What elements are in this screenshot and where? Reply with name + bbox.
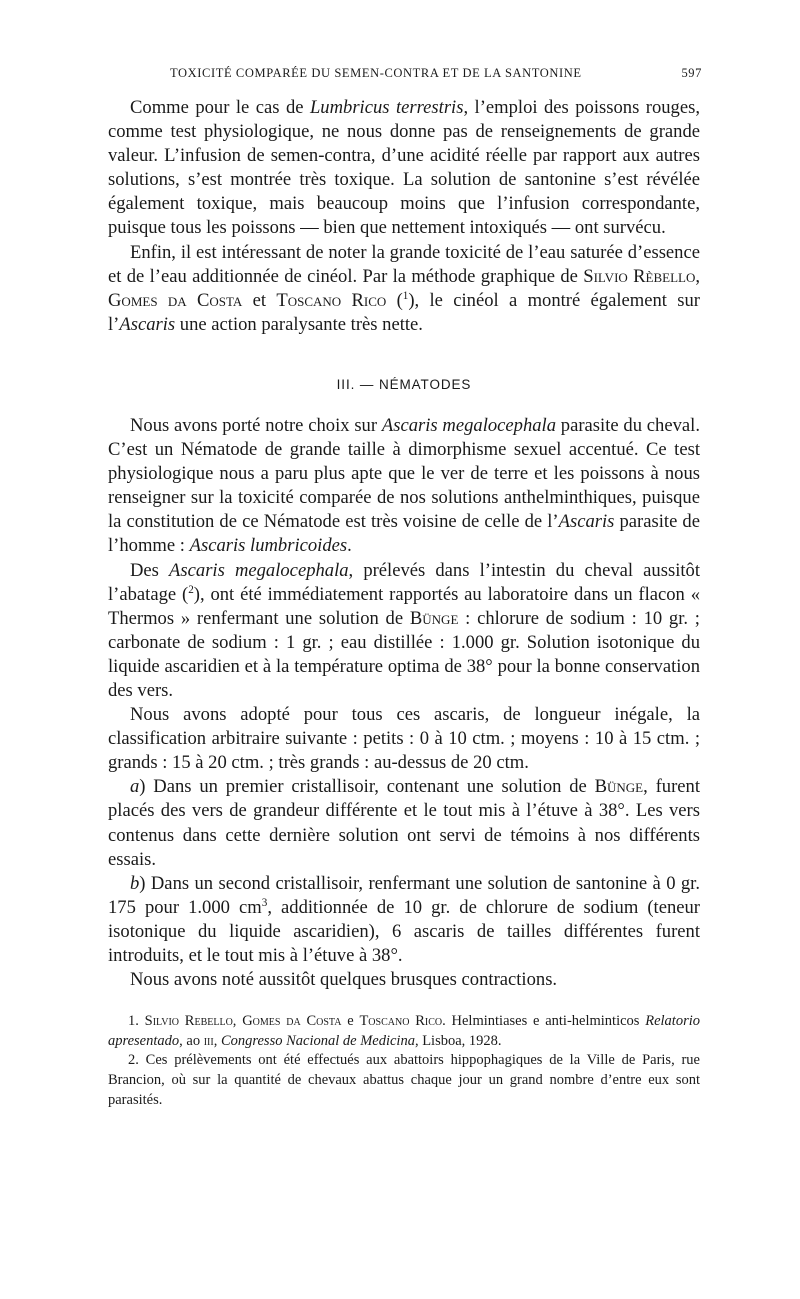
running-title: TOXICITÉ COMPARÉE DU SEMEN-CONTRA ET DE LA SANTONINE bbox=[170, 66, 582, 80]
footnote-2: 2. Ces prélèvements ont été effectués aux abattoirs hippophagiques de la Ville de Paris, rue Brancion, où sur la quantité de chevaux abattus chaque jour un grand nombre d’entre eux sont parasités. bbox=[108, 1052, 700, 1108]
paragraph-7: b) Dans un second cristallisoir, renfermant une solution de santonine à 0 gr. 175 pour 1.000 $cm^3$, additionnée de 10 gr. de chlorure de sodium (teneur isotonique du liquide ascaridien), 6 ascaris de tailles différentes furent introduits, et le tout mis à l’étuve à 38°. bbox=[108, 872, 700, 966]
paragraph-8: Nous avons noté aussitôt quelques brusques contractions. bbox=[130, 969, 558, 991]
footnotes bbox=[108, 1012, 700, 1110]
page-number: 597 bbox=[681, 66, 702, 80]
paragraph-5: Nous avons adopté pour tous ces ascaris, de longueur inégale, la classification arbitraire suivante : petits : 0 à 10 ctm. ; moyens : 10 à 15 ctm. ; grands : 15 à 20 ctm. ; très grands : au-dessus de 20 ctm. bbox=[108, 704, 700, 774]
footnote-ref-1: 1 bbox=[402, 289, 409, 302]
paragraph-1: Comme pour le cas de Lumbricus terrestris, l’emploi des poissons rouges, comme test physiologique, ne nous donne pas de renseignements de grande valeur. L’infusion de semen-contra, d’une acidité réelle par rapport aux autres solutions, s’est montrée très toxique. La solution de santonine s’est révélée également toxique, mais beaucoup moins que l’infusion correspondante, puisque tous les poissons — bien que nettement intoxiqués — ont survécu. bbox=[108, 97, 700, 239]
section-heading: III. — NÉMATODES bbox=[336, 376, 472, 392]
page bbox=[108, 60, 700, 1110]
paragraph-6: a) Dans un premier cristallisoir, contenant une solution de Bünge, furent placés des vers de grandeur différente et le tout mis à l’étuve à 38°. Les vers contenus dans cette dernière solution ont servi de témoins à nos différents essais. bbox=[108, 776, 700, 870]
footnote-ref-2: 2 bbox=[188, 583, 194, 596]
footnote-1: 1. Silvio Rebello, Gomes da Costa e Toscano Rico. Helmintiases e anti-helminticos Relatorio apresentado, ao iii, Congresso Nacional de Medicina, Lisboa, 1928. bbox=[108, 1013, 701, 1049]
paragraph-4: Des Ascaris megalocephala, prélevés dans l’intestin du cheval aussitôt l’abatage ($^2$), ont été immédiatement rapportés au laboratoire dans un flacon « Thermos » renfermant une solution de Bünge : chlorure de sodium : 10 gr. ; carbonate de sodium : 1 gr. ; eau distillée : 1.000 gr. Solution isotonique du liquide ascaridien et à la température optima de 38° pour la bonne conservation des vers. bbox=[108, 559, 700, 701]
running-head bbox=[108, 60, 700, 84]
body-text bbox=[108, 96, 700, 992]
paragraph-2: Enfin, il est intéressant de noter la grande toxicité de l’eau saturée d’essence et de l’eau additionnée de cinéol. Par la méthode graphique de Silvio Rèbello, Gomes da Costa et Toscano Rico ($^1$), le cinéol a montré également sur l’Ascaris une action paralysante très nette. bbox=[108, 241, 701, 335]
paragraph-3: Nous avons porté notre choix sur Ascaris megalocephala parasite du cheval. C’est un Nématode de grande taille à dimorphisme sexuel accentué. Ce test physiologique nous a paru plus apte que le ver de terre et les poissons à nous renseigner sur la toxicité comparée de nos solutions anthelminthiques, puisque la constitution de ce Nématode est très voisine de celle de l’Ascaris parasite de l’homme : Ascaris lumbricoides. bbox=[108, 414, 700, 557]
